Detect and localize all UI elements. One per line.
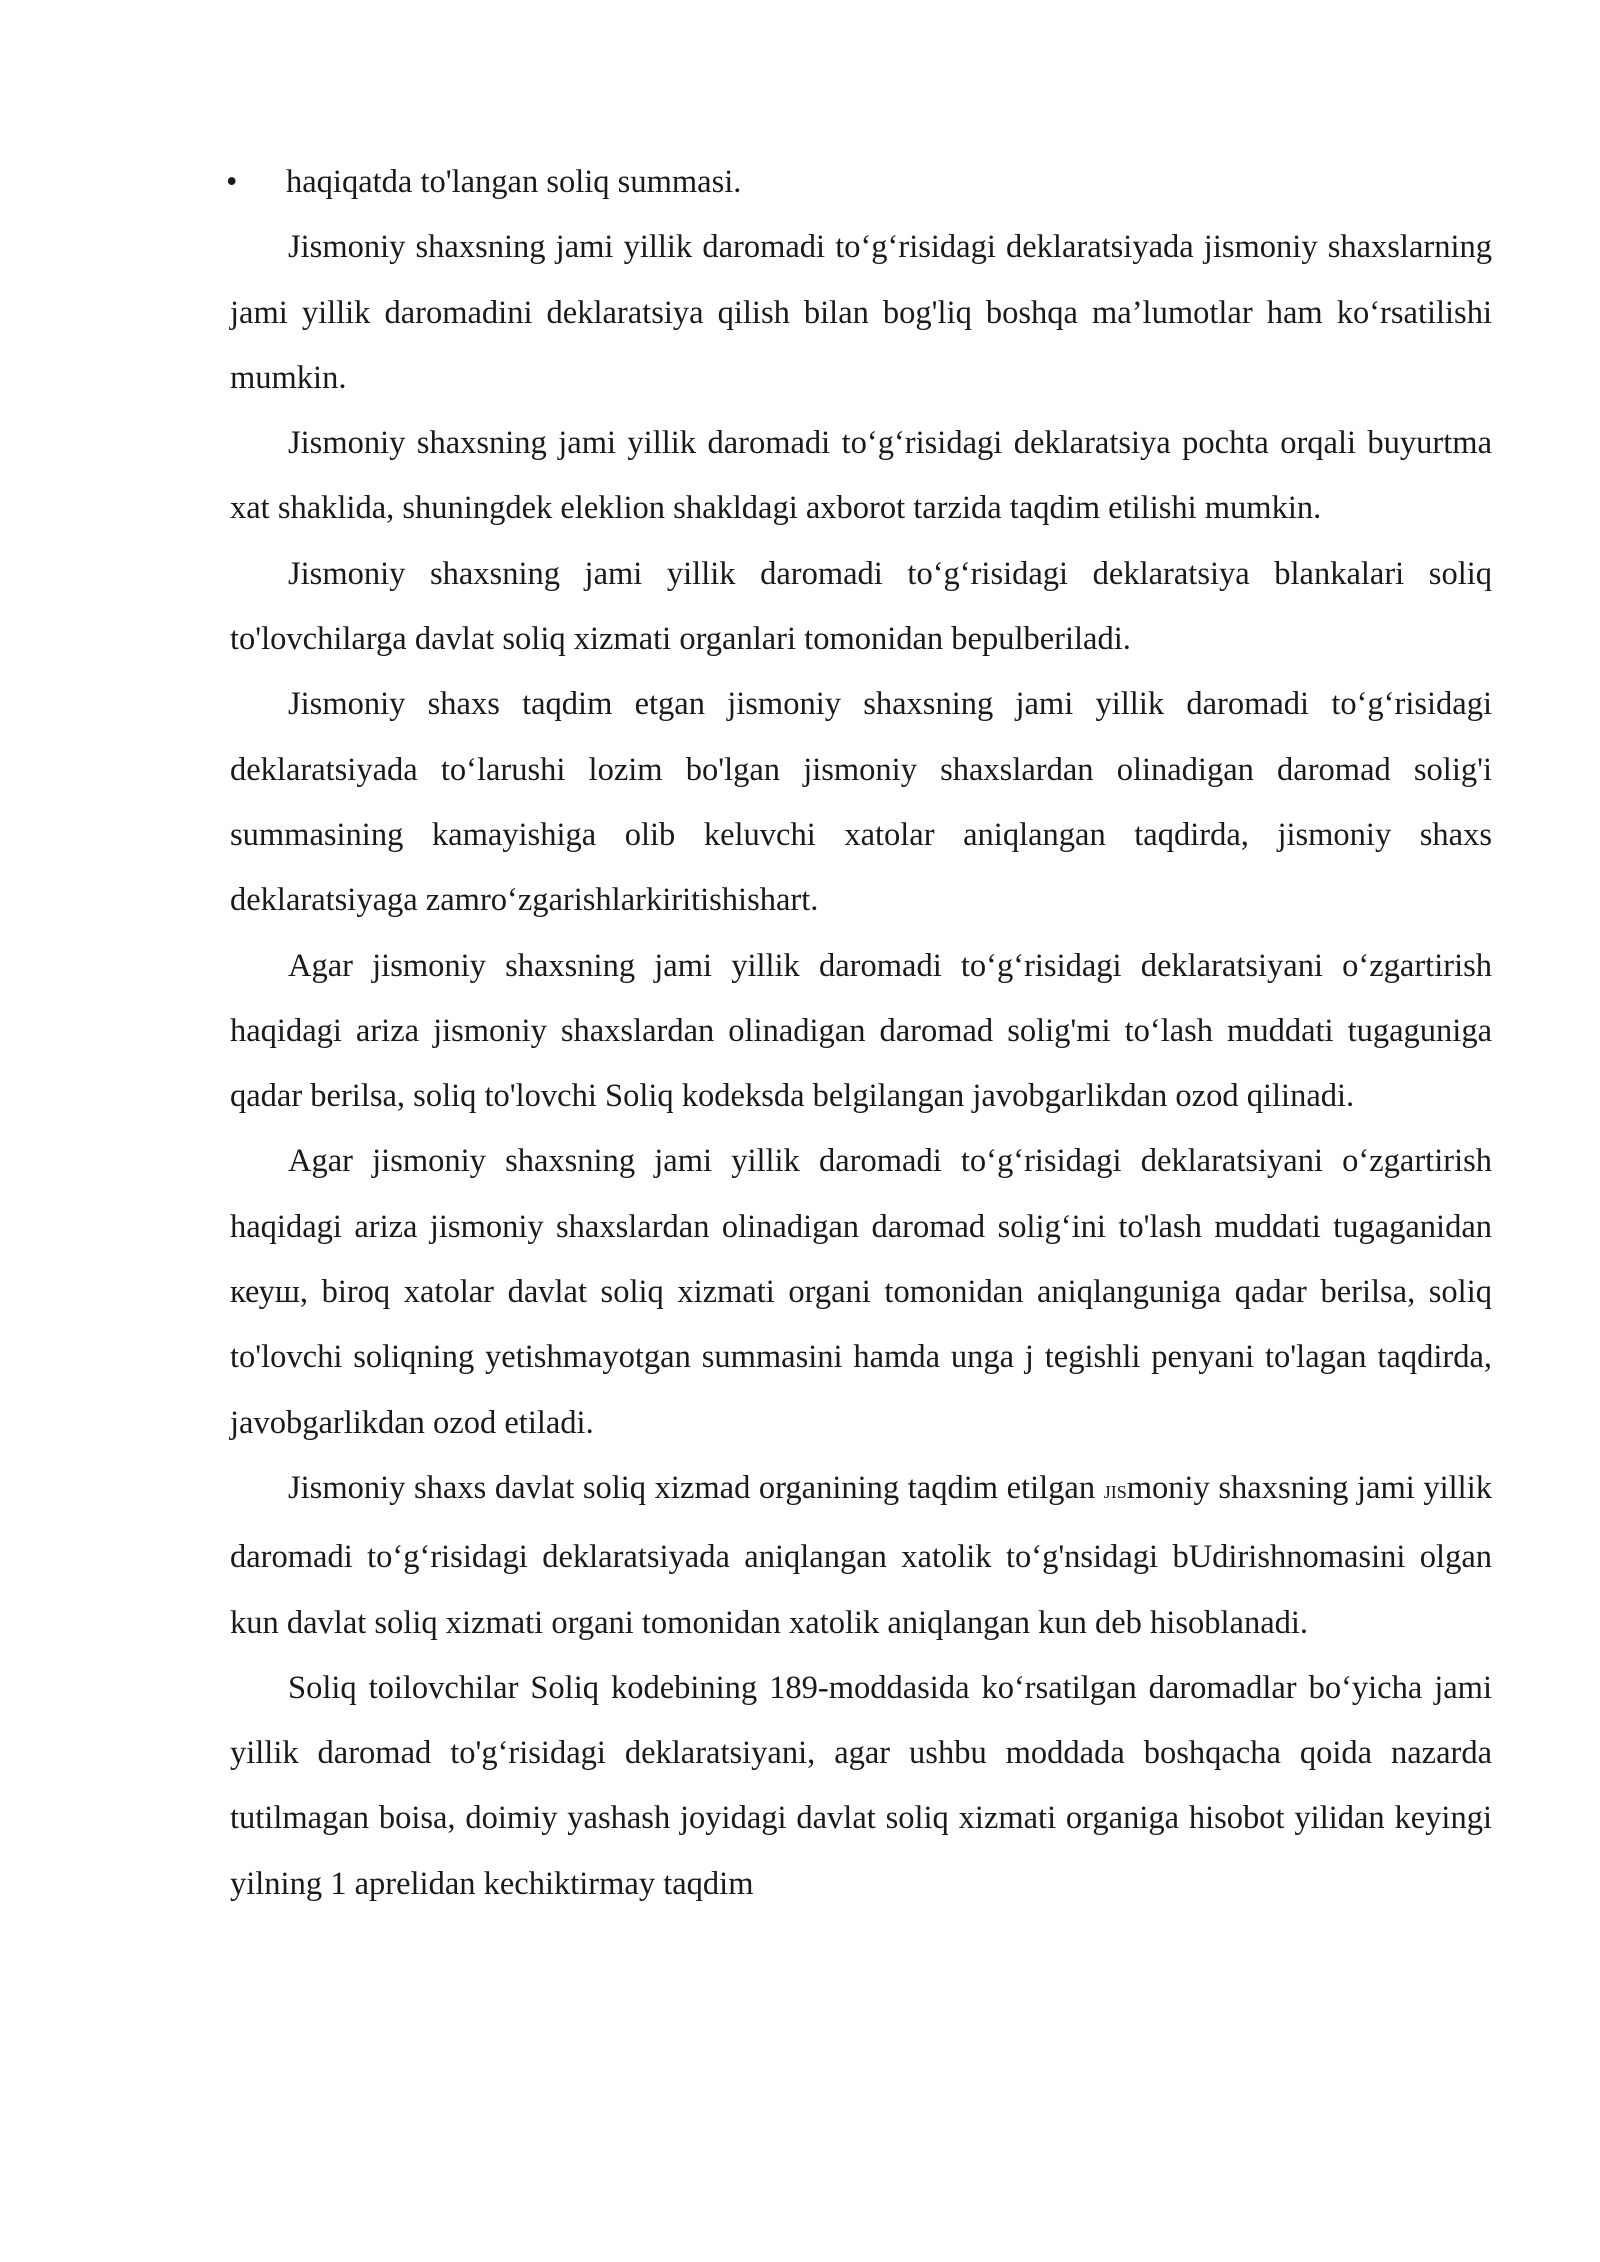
- paragraph-exemption-after-deadline: Agar jismoniy shaxsning jami yillik daromadi to‘g‘risidagi deklaratsiyani o‘zgartirish haqidagi ariza jismoniy shaxslardan olinadigan daromad solig‘ini to'lash muddati tugaganidan кеуш, biroq xatolar davlat soliq xizmati organi tomonidan aniqlanguniga qadar berilsa, soliq to'lovchi soliqning yetishmayotgan summasini hamda unga j tegishli penyani to'lagan taqdirda, javobgarlikdan ozod etiladi.: [230, 1143, 1492, 1441]
- bullet-text: haqiqatda to'langan soliq summasi.: [286, 164, 742, 200]
- bullet-item: [226, 150, 1492, 215]
- paragraph-exemption-before-deadline: Agar jismoniy shaxsning jami yillik daromadi to‘g‘risidagi deklaratsiyani o‘zgartirish haqidagi ariza jismoniy shaxslardan olinadigan daromad solig'mi to‘lash muddati tugaguniga qadar berilsa, soliq to'lovchi Soliq kodeksda belgilangan javobgarlikdan ozod qilinadi.: [230, 947, 1492, 1115]
- document-page: [226, 150, 1492, 1917]
- paragraph-declaration-info: Jismoniy shaxsning jami yillik daromadi to‘g‘risidagi deklaratsiyada jismoniy shaxslarning jami yillik daromadini deklaratsiya qilish bilan bog'liq boshqa ma’lumotlar ham ko‘rsatilishi mumkin.: [230, 229, 1492, 396]
- paragraph-text-after: moniy shaxsning jami yillik daromadi to‘g‘risidagi deklaratsiyada aniqlangan xatolik to‘g'nsidagi bUdirishnomasini olgan kun davlat soliq xizmati organi tomonidan xatolik aniqlangan kun deb hisoblanadi.: [230, 1469, 1492, 1641]
- bullet-icon: •: [226, 164, 238, 200]
- small-caps-fragment: JIS: [1103, 1481, 1127, 1502]
- paragraph-submission-method: Jismoniy shaxsning jami yillik daromadi to‘g‘risidagi deklaratsiya pochta orqali buyurtma xat shaklida, shuningdek eleklion shakldagi axborot tarzida taqdim etilishi mumkin.: [230, 425, 1492, 527]
- paragraph-error-detection-date: [230, 1456, 1492, 1656]
- paragraph-errors-correction: Jismoniy shaxs taqdim etgan jismoniy shaxsning jami yillik daromadi to‘g‘risidagi deklaratsiyada to‘larushi lozim bo'lgan jismoniy shaxslardan olinadigan daromad solig'i summasining kamayishiga olib keluvchi xatolar aniqlangan taqdirda, jismoniy shaxs deklaratsiyaga zamro‘zgarishlarkiritishishart.: [230, 686, 1492, 919]
- paragraph-blank-forms: Jismoniy shaxsning jami yillik daromadi to‘g‘risidagi deklaratsiya blankalari soliq to'lovchilarga davlat soliq xizmati organlari tomonidan bepulberiladi.: [230, 555, 1492, 658]
- paragraph-filing-deadline: Soliq toilovchilar Soliq kodebining 189-moddasida ko‘rsatilgan daromadlar bo‘yicha jami yillik daromad to'g‘risidagi deklaratsiyani, agar ushbu moddada boshqacha qoida nazarda tutilmagan boisa, doimiy yashash joyidagi davlat soliq xizmati organiga hisobot yilidan keyingi yilning 1 aprelidan kechiktirmay taqdim: [230, 1669, 1492, 1902]
- paragraph-text-before: Jismoniy shaxs davlat soliq xizmad organining taqdim etilgan: [288, 1469, 1104, 1506]
